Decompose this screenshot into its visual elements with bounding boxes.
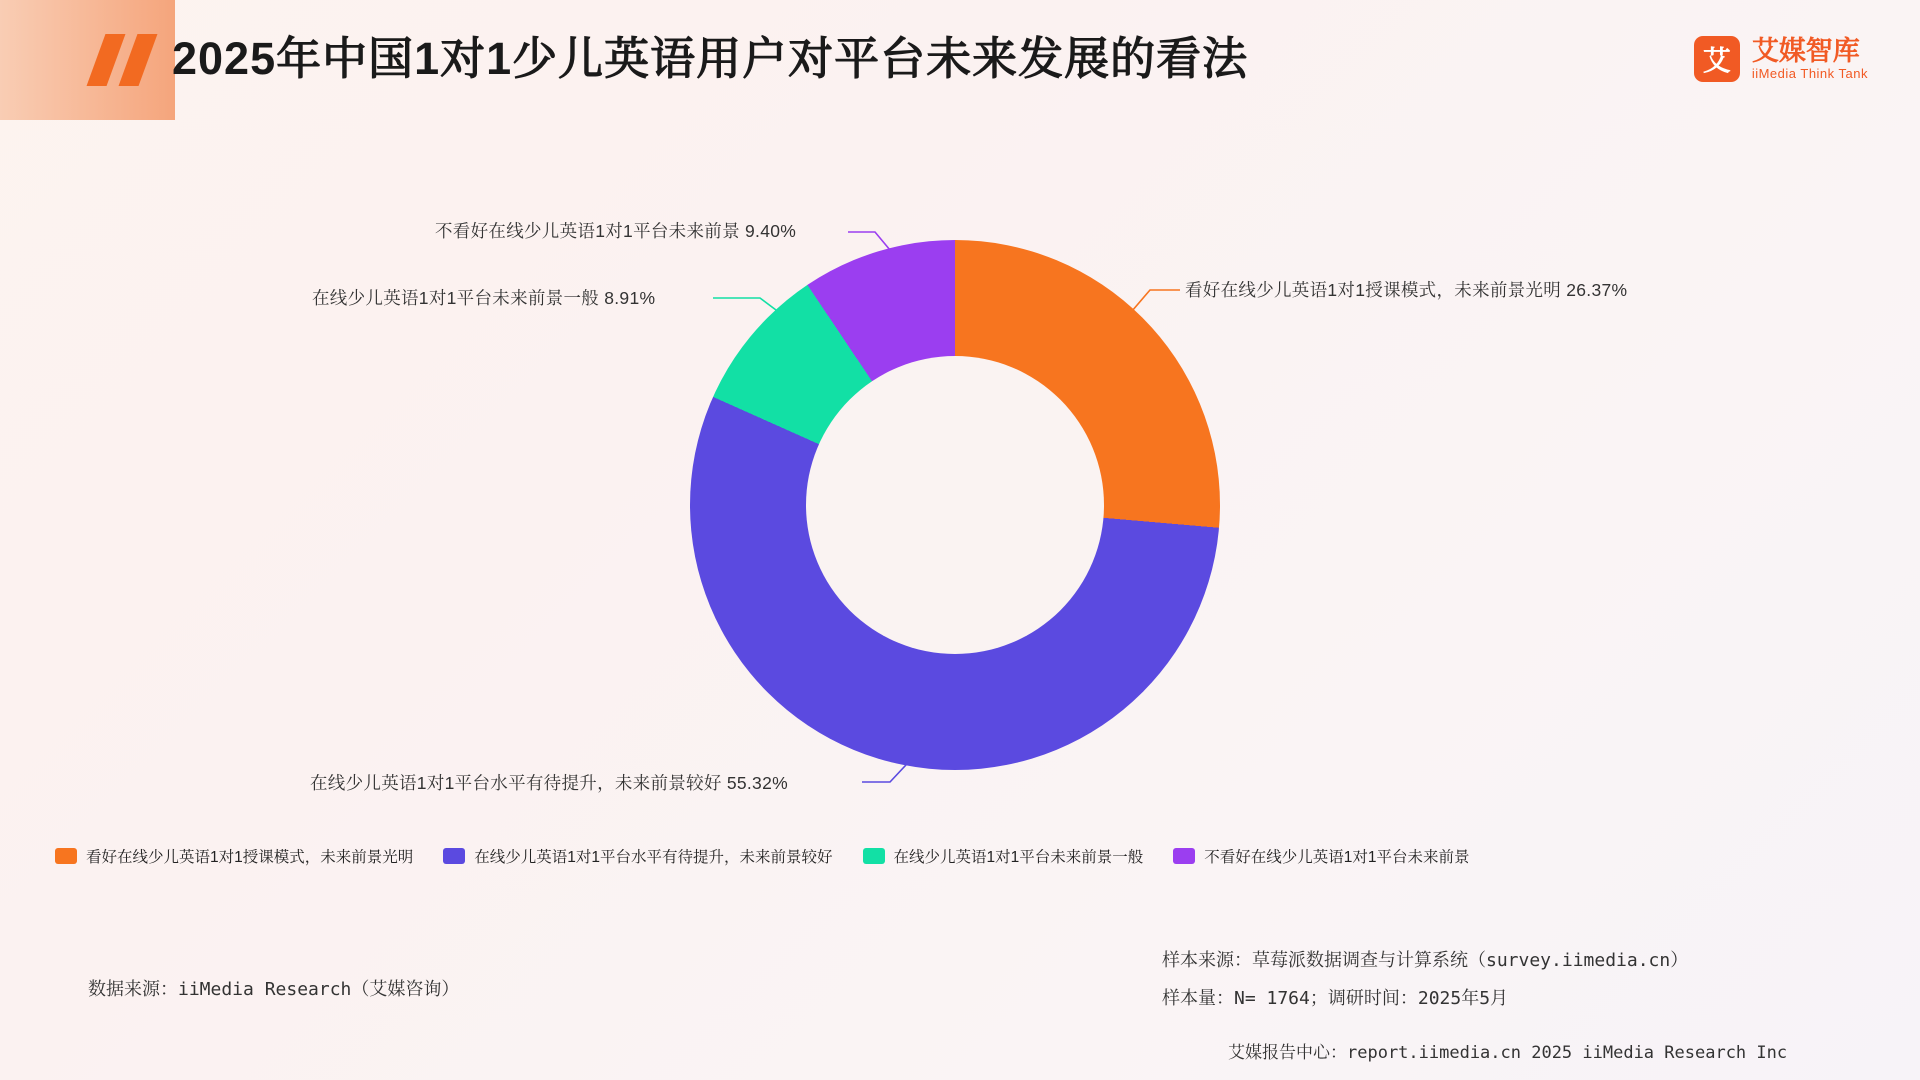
legend-swatch-icon-3 — [1173, 848, 1195, 864]
legend-item-1 — [443, 845, 832, 867]
brand-name-cn: 艾媒智库 — [1751, 36, 1860, 66]
callout-kanhao: 看好在线少儿英语1对1授课模式，未来前景光明 26.37% — [1185, 280, 1628, 300]
page-title: 2025年中国1对1少儿英语用户对平台未来发展的看法 — [172, 33, 1249, 84]
donut-chart — [690, 240, 1220, 770]
header-accent-band — [0, 0, 175, 120]
chart-area — [0, 150, 1920, 800]
legend-label-0: 看好在线少儿英语1对1授课模式，未来前景光明 — [86, 849, 414, 866]
sample-size-note: 样本量：N= 1764；调研时间：2025年5月 — [1162, 988, 1509, 1009]
legend-label-3: 不看好在线少儿英语1对1平台未来前景 — [1204, 849, 1470, 866]
legend-swatch-icon-1 — [443, 848, 465, 864]
legend-label-1: 在线少儿英语1对1平台水平有待提升，未来前景较好 — [474, 849, 833, 866]
legend-swatch-icon-0 — [55, 848, 77, 864]
callout-daitisheng: 在线少儿英语1对1平台水平有待提升，未来前景较好 55.32% — [310, 773, 788, 793]
callout-bukanhao: 不看好在线少儿英语1对1平台未来前景 9.40% — [435, 221, 797, 241]
report-center-note: 艾媒报告中心：report.iimedia.cn 2025 iiMedia Research Inc — [1228, 1043, 1788, 1063]
callout-yiban: 在线少儿英语1对1平台未来前景一般 8.91% — [312, 288, 656, 308]
data-source-note: 数据来源：iiMedia Research（艾媒咨询） — [88, 979, 460, 1000]
legend-item-2 — [863, 845, 1144, 867]
legend-item-3 — [1173, 845, 1469, 867]
sample-source-note: 样本来源：草莓派数据调查与计算系统（survey.iimedia.cn） — [1162, 950, 1689, 971]
brand-name-en: iiMedia Think Tank — [1751, 66, 1868, 81]
sample-info — [1162, 942, 1688, 1018]
chart-legend — [55, 845, 1865, 867]
legend-label-2: 在线少儿英语1对1平台未来前景一般 — [893, 849, 1144, 866]
legend-swatch-icon-2 — [863, 848, 885, 864]
brand-logo — [1694, 36, 1868, 82]
donut-center-hole — [806, 356, 1104, 654]
legend-item-0 — [55, 845, 413, 867]
page-header — [0, 0, 1920, 120]
brand-mark-icon: 艾 — [1694, 36, 1740, 82]
brand-text — [1752, 36, 1868, 82]
